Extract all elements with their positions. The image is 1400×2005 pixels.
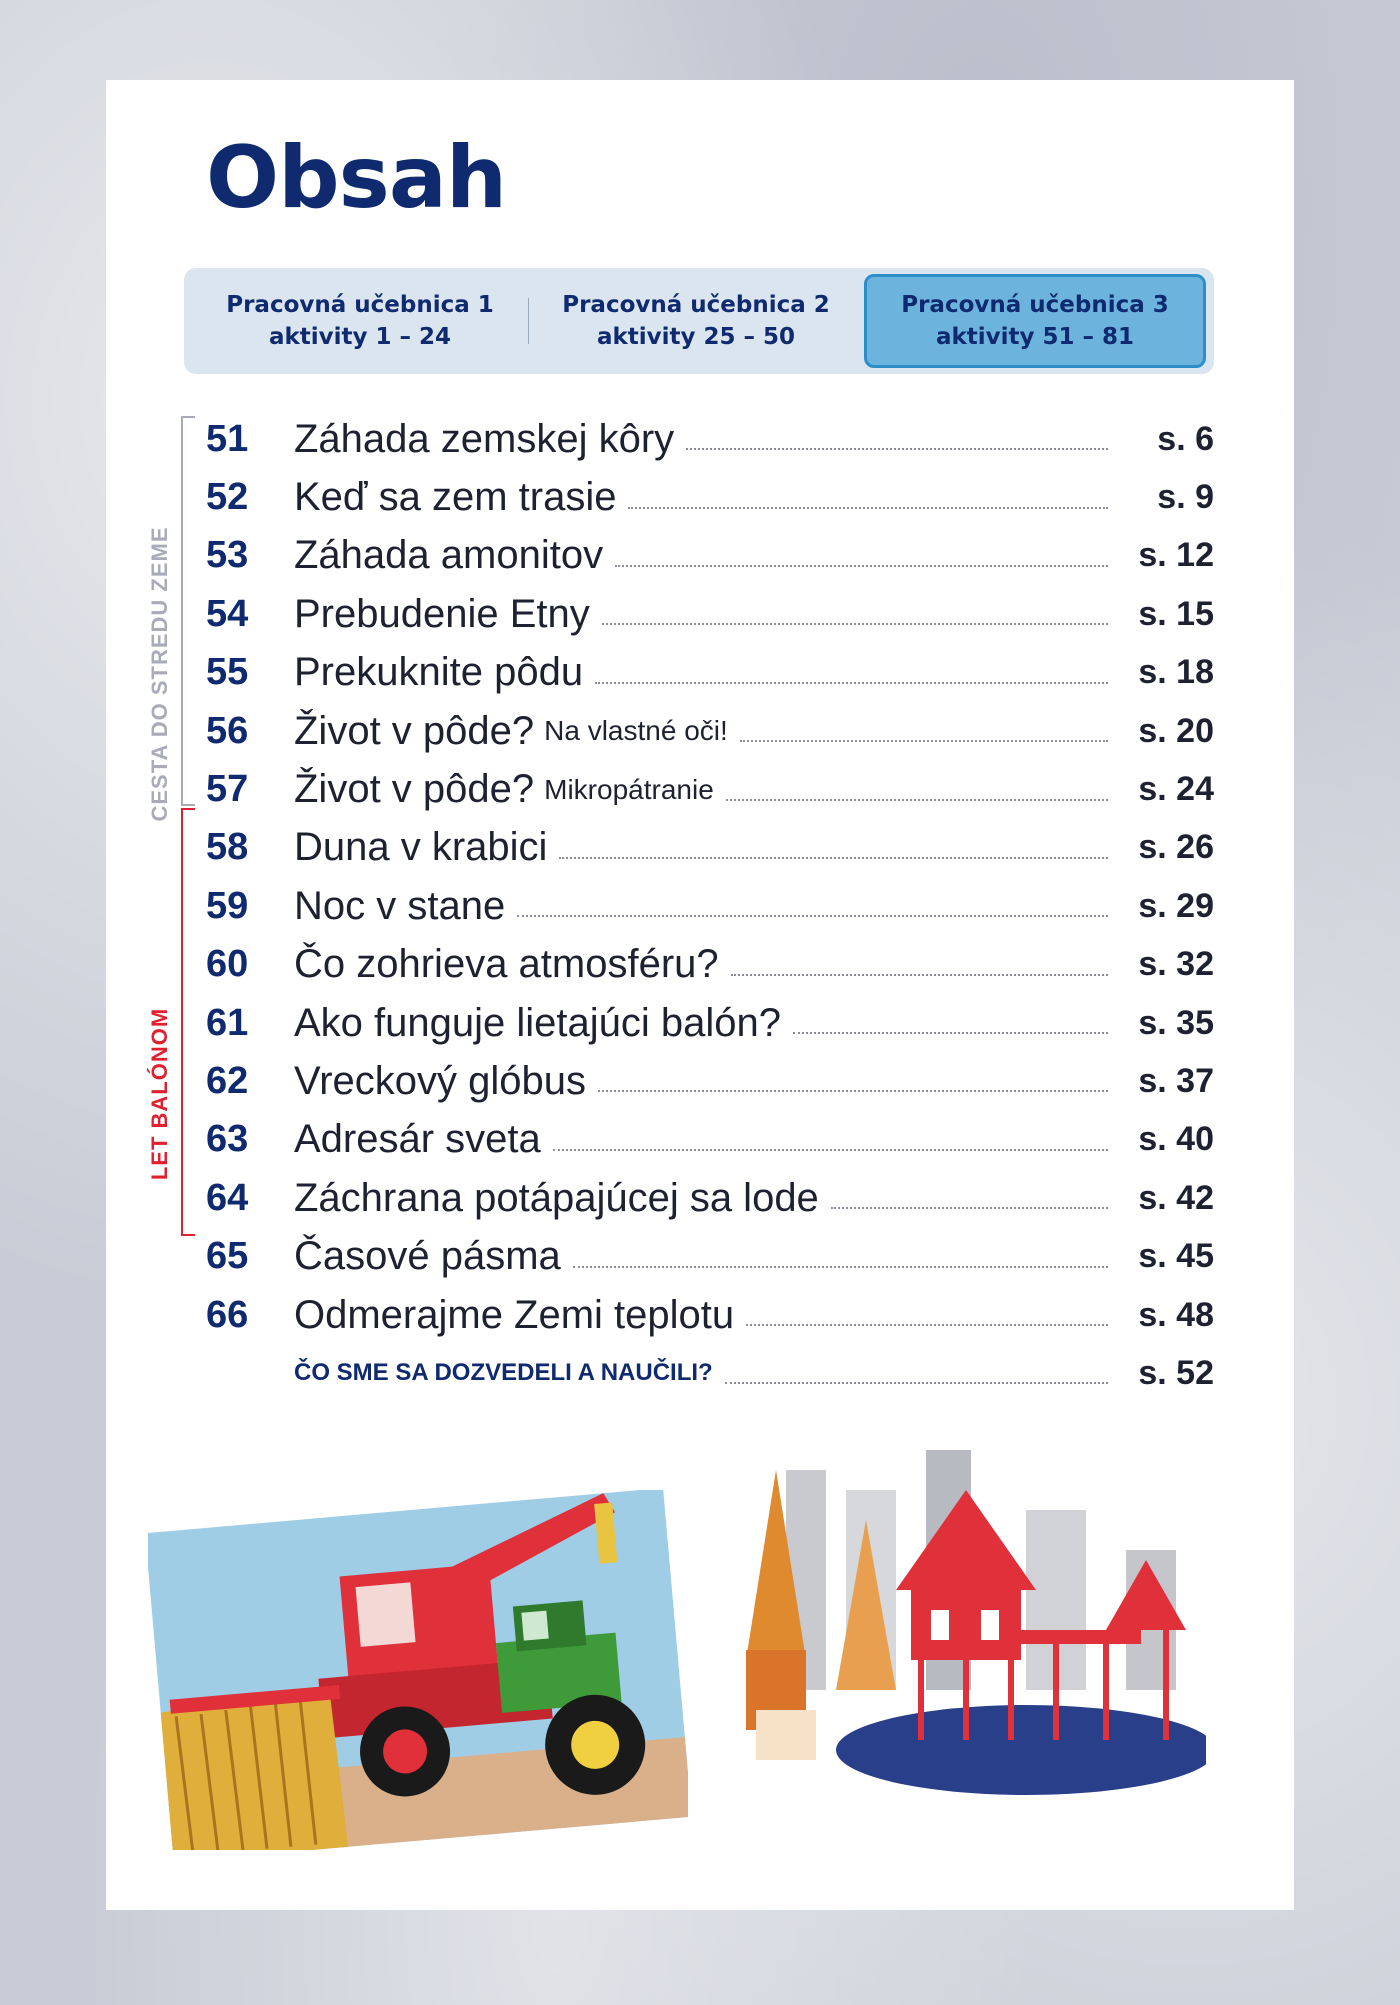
entry-page: s. 37: [1138, 1061, 1214, 1100]
entry-number: 52: [206, 476, 249, 519]
entry-subtitle: Mikropátranie: [544, 773, 714, 805]
entry-page: s. 18: [1138, 653, 1214, 692]
tab-title: Pracovná učebnica 2: [562, 292, 830, 318]
dot-leader: [726, 799, 1108, 801]
dot-leader: [602, 623, 1108, 625]
dot-leader: [553, 1149, 1108, 1151]
toc-entry[interactable]: [206, 936, 1214, 994]
entry-number: 54: [206, 592, 249, 635]
tab-title: Pracovná učebnica 1: [226, 292, 494, 318]
dot-leader: [628, 507, 1108, 509]
dot-leader: [559, 857, 1108, 859]
dot-leader: [598, 1090, 1108, 1092]
entry-title: Záhada amonitov: [294, 533, 604, 578]
entry-title: Vreckový glóbus: [294, 1058, 586, 1103]
toc-summary-entry[interactable]: [206, 1344, 1214, 1402]
entry-title: Čo zohrieva atmosféru?: [294, 942, 719, 987]
toc-entry[interactable]: [206, 877, 1214, 935]
section-bracket-stredu-zeme: [181, 416, 195, 806]
entry-number: 53: [206, 534, 249, 577]
page-title: Obsah: [206, 128, 507, 228]
toc-entry[interactable]: [206, 1227, 1214, 1285]
entry-page: s. 42: [1138, 1178, 1214, 1217]
entry-title: Adresár sveta: [294, 1117, 541, 1162]
toc-entry[interactable]: [206, 1169, 1214, 1227]
tab-workbook-3[interactable]: [864, 274, 1206, 368]
entry-page: s. 26: [1138, 828, 1214, 867]
entry-page: s. 45: [1138, 1237, 1214, 1276]
temple-city-illustration: [726, 1450, 1206, 1800]
entry-number: 65: [206, 1235, 249, 1278]
dot-leader: [725, 1382, 1108, 1384]
entry-number: 64: [206, 1176, 249, 1219]
tab-workbook-1[interactable]: [192, 274, 528, 368]
tab-range: aktivity 1 – 24: [268, 324, 452, 350]
toc-list: [206, 410, 1214, 1403]
entry-number: 61: [206, 1001, 249, 1044]
entry-page: s. 24: [1138, 770, 1214, 809]
toc-entry[interactable]: [206, 1111, 1214, 1169]
toc-entry[interactable]: [206, 410, 1214, 468]
entry-number: 62: [206, 1059, 249, 1102]
entry-title: Časové pásma: [294, 1234, 561, 1279]
entry-subtitle: Na vlastné oči!: [544, 715, 728, 747]
entry-title: Život v pôde?: [294, 767, 535, 812]
summary-page: s. 52: [1138, 1353, 1214, 1392]
entry-title: Odmerajme Zemi teplotu: [294, 1292, 735, 1337]
section-label-let-balonom: LET BALÓNOM: [147, 1007, 172, 1181]
toc-page: [106, 80, 1294, 1910]
entry-number: 57: [206, 768, 249, 811]
toc-entry[interactable]: [206, 760, 1214, 818]
toc-entry[interactable]: [206, 644, 1214, 702]
dot-leader: [615, 565, 1108, 567]
toc-entry[interactable]: [206, 702, 1214, 760]
summary-title: ČO SME SA DOZVEDELI A NAUČILI?: [294, 1359, 713, 1387]
entry-title: Prekuknite pôdu: [294, 650, 584, 695]
toc-entry[interactable]: [206, 994, 1214, 1052]
toc-entry[interactable]: [206, 819, 1214, 877]
toc-entry[interactable]: [206, 468, 1214, 526]
entry-number: 58: [206, 826, 249, 869]
entry-title: Noc v stane: [294, 883, 506, 928]
entry-number: 51: [206, 417, 249, 460]
entry-title: Život v pôde?: [294, 708, 535, 753]
dot-leader: [746, 1324, 1108, 1326]
tab-range: aktivity 51 – 81: [935, 324, 1135, 350]
workbook-tabs: [184, 268, 1214, 374]
toc-entry[interactable]: [206, 527, 1214, 585]
entry-title: Ako funguje lietajúci balón?: [294, 1000, 782, 1045]
tab-range: aktivity 25 – 50: [596, 324, 796, 350]
entry-page: s. 40: [1138, 1120, 1214, 1159]
section-label-stredu-zeme: CESTA DO STREDU ZEME: [147, 526, 172, 822]
dot-leader: [793, 1032, 1108, 1034]
entry-page: s. 20: [1138, 711, 1214, 750]
toc-entry[interactable]: [206, 1286, 1214, 1344]
entry-number: 63: [206, 1118, 249, 1161]
entry-number: 66: [206, 1293, 249, 1336]
section-bracket-let-balonom: [181, 808, 195, 1236]
entry-page: s. 48: [1138, 1295, 1214, 1334]
dot-leader: [731, 974, 1108, 976]
entry-number: 55: [206, 651, 249, 694]
entry-title: Prebudenie Etny: [294, 591, 590, 636]
entry-page: s. 32: [1138, 945, 1214, 984]
entry-page: s. 15: [1138, 594, 1214, 633]
entry-title: Duna v krabici: [294, 825, 548, 870]
entry-title: Keď sa zem trasie: [294, 475, 617, 520]
dot-leader: [686, 448, 1108, 450]
dot-leader: [573, 1266, 1108, 1268]
entry-page: s. 6: [1157, 419, 1214, 458]
toc-entry[interactable]: [206, 585, 1214, 643]
tab-workbook-2[interactable]: [528, 274, 864, 368]
entry-page: s. 35: [1138, 1003, 1214, 1042]
entry-number: 56: [206, 709, 249, 752]
entry-page: s. 9: [1157, 478, 1214, 517]
dot-leader: [831, 1207, 1108, 1209]
entry-page: s. 12: [1138, 536, 1214, 575]
toc-entry[interactable]: [206, 1052, 1214, 1110]
entry-number: 60: [206, 943, 249, 986]
entry-title: Záhada zemskej kôry: [294, 416, 675, 461]
entry-number: 59: [206, 884, 249, 927]
entry-page: s. 29: [1138, 886, 1214, 925]
harvester-illustration: [148, 1490, 688, 1850]
dot-leader: [740, 740, 1108, 742]
tab-title: Pracovná učebnica 3: [901, 292, 1169, 318]
entry-title: Záchrana potápajúcej sa lode: [294, 1175, 819, 1220]
dot-leader: [517, 915, 1108, 917]
dot-leader: [595, 682, 1108, 684]
